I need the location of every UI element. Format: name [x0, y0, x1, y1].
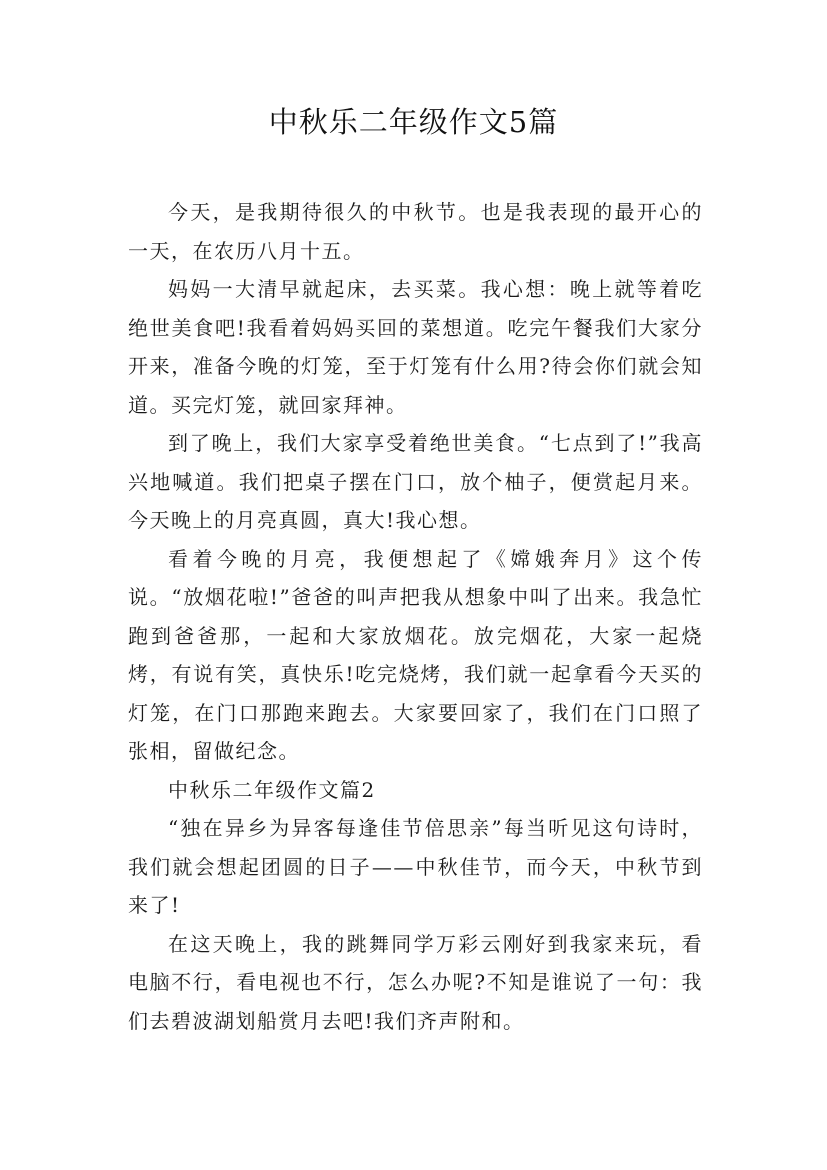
paragraph-4: 看着今晚的月亮，我便想起了《嫦娥奔月》这个传说。“放烟花啦!”爸爸的叫声把我从想象中叫了出来。我急忙跑到爸爸那，一起和大家放烟花。放完烟花，大家一起烧烤，有说有笑，真快乐!吃完烧烤，我们就一起拿看今天买的灯笼，在门口那跑来跑去。大家要回家了，我们在门口照了张相，留做纪念。 [128, 546, 703, 763]
paragraph-3: 到了晚上，我们大家享受着绝世美食。“七点到了!”我高兴地喊道。我们把桌子摆在门口，放个柚子，便赏起月来。今天晚上的月亮真圆，真大!我心想。 [128, 431, 703, 532]
section-heading-2: 中秋乐二年级作文篇2 [168, 777, 376, 802]
document-title: 中秋乐二年级作文5篇 [268, 105, 559, 139]
paragraph-1: 今天，是我期待很久的中秋节。也是我表现的最开心的一天，在农历八月十五。 [128, 200, 703, 263]
paragraph-2: 妈妈一大清早就起床，去买菜。我心想：晚上就等着吃绝世美食吧!我看着妈妈买回的菜想道。吃完午餐我们大家分开来，准备今晚的灯笼，至于灯笼有什么用?待会你们就会知道。买完灯笼，就回家拜神。 [128, 277, 703, 417]
paragraph-6: 在这天晚上，我的跳舞同学万彩云刚好到我家来玩，看电脑不行，看电视也不行，怎么办呢?不知是谁说了一句：我们去碧波湖划船赏月去吧!我们齐声附和。 [128, 931, 703, 1033]
document-body [128, 193, 703, 1040]
paragraph-5: “独在异乡为异客每逢佳节倍思亲”每当听见这句诗时，我们就会想起团圆的日子——中秋佳节，而今天，中秋节到来了! [128, 816, 703, 917]
